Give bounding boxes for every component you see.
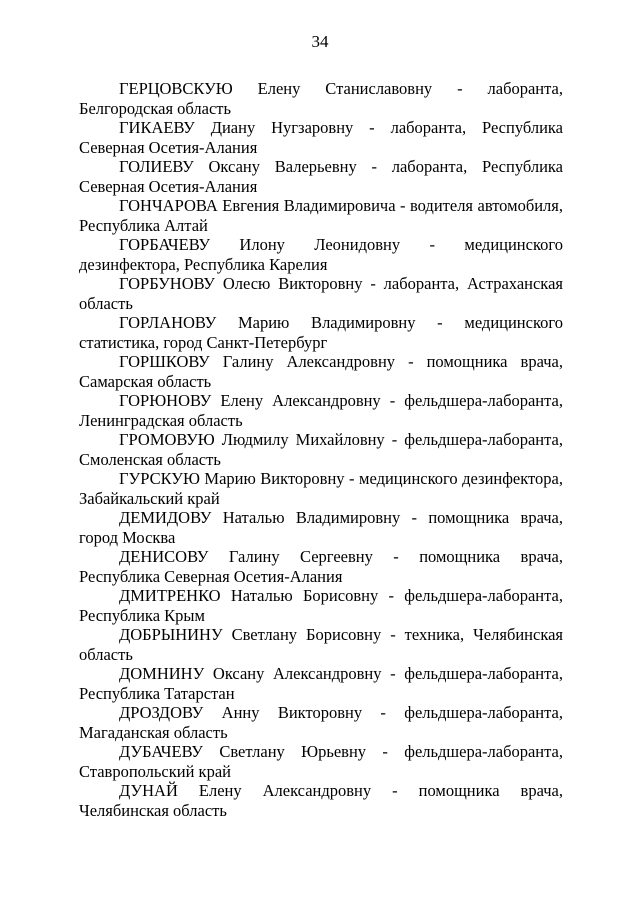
list-entry: ДЕНИСОВУ Галину Сергеевну - помощника врача, Республика Северная Осетия-Алания — [79, 547, 563, 586]
list-entry: ГОНЧАРОВА Евгения Владимировича - водителя автомобиля, Республика Алтай — [79, 196, 563, 235]
list-entry: ДРОЗДОВУ Анну Викторовну - фельдшера-лаборанта, Магаданская область — [79, 703, 563, 742]
list-entry: ГОРЛАНОВУ Марию Владимировну - медицинского статистика, город Санкт-Петербург — [79, 313, 563, 352]
list-entry: ГЕРЦОВСКУЮ Елену Станиславовну - лаборанта, Белгородская область — [79, 79, 563, 118]
list-entry: ГОРЮНОВУ Елену Александровну - фельдшера-лаборанта, Ленинградская область — [79, 391, 563, 430]
list-entry: ГИКАЕВУ Диану Нугзаровну - лаборанта, Республика Северная Осетия-Алания — [79, 118, 563, 157]
list-entry: ГОРБУНОВУ Олесю Викторовну - лаборанта, Астраханская область — [79, 274, 563, 313]
award-list — [79, 79, 563, 820]
list-entry: ГУРСКУЮ Марию Викторовну - медицинского дезинфектора, Забайкальский край — [79, 469, 563, 508]
list-entry: ГОЛИЕВУ Оксану Валерьевну - лаборанта, Республика Северная Осетия-Алания — [79, 157, 563, 196]
list-entry: ДОМНИНУ Оксану Александровну - фельдшера-лаборанта, Республика Татарстан — [79, 664, 563, 703]
page-number: 34 — [311, 32, 329, 51]
list-entry: ДУБАЧЕВУ Светлану Юрьевну - фельдшера-лаборанта, Ставропольский край — [79, 742, 563, 781]
list-entry: ДМИТРЕНКО Наталью Борисовну - фельдшера-лаборанта, Республика Крым — [79, 586, 563, 625]
list-entry: ГОРБАЧЕВУ Илону Леонидовну - медицинского дезинфектора, Республика Карелия — [79, 235, 563, 274]
list-entry: ДОБРЫНИНУ Светлану Борисовну - техника, Челябинская область — [79, 625, 563, 664]
list-entry: ГОРШКОВУ Галину Александровну - помощника врача, Самарская область — [79, 352, 563, 391]
list-entry: ДУНАЙ Елену Александровну - помощника врача, Челябинская область — [79, 781, 563, 820]
list-entry: ГРОМОВУЮ Людмилу Михайловну - фельдшера-лаборанта, Смоленская область — [79, 430, 563, 469]
list-entry: ДЕМИДОВУ Наталью Владимировну - помощника врача, город Москва — [79, 508, 563, 547]
